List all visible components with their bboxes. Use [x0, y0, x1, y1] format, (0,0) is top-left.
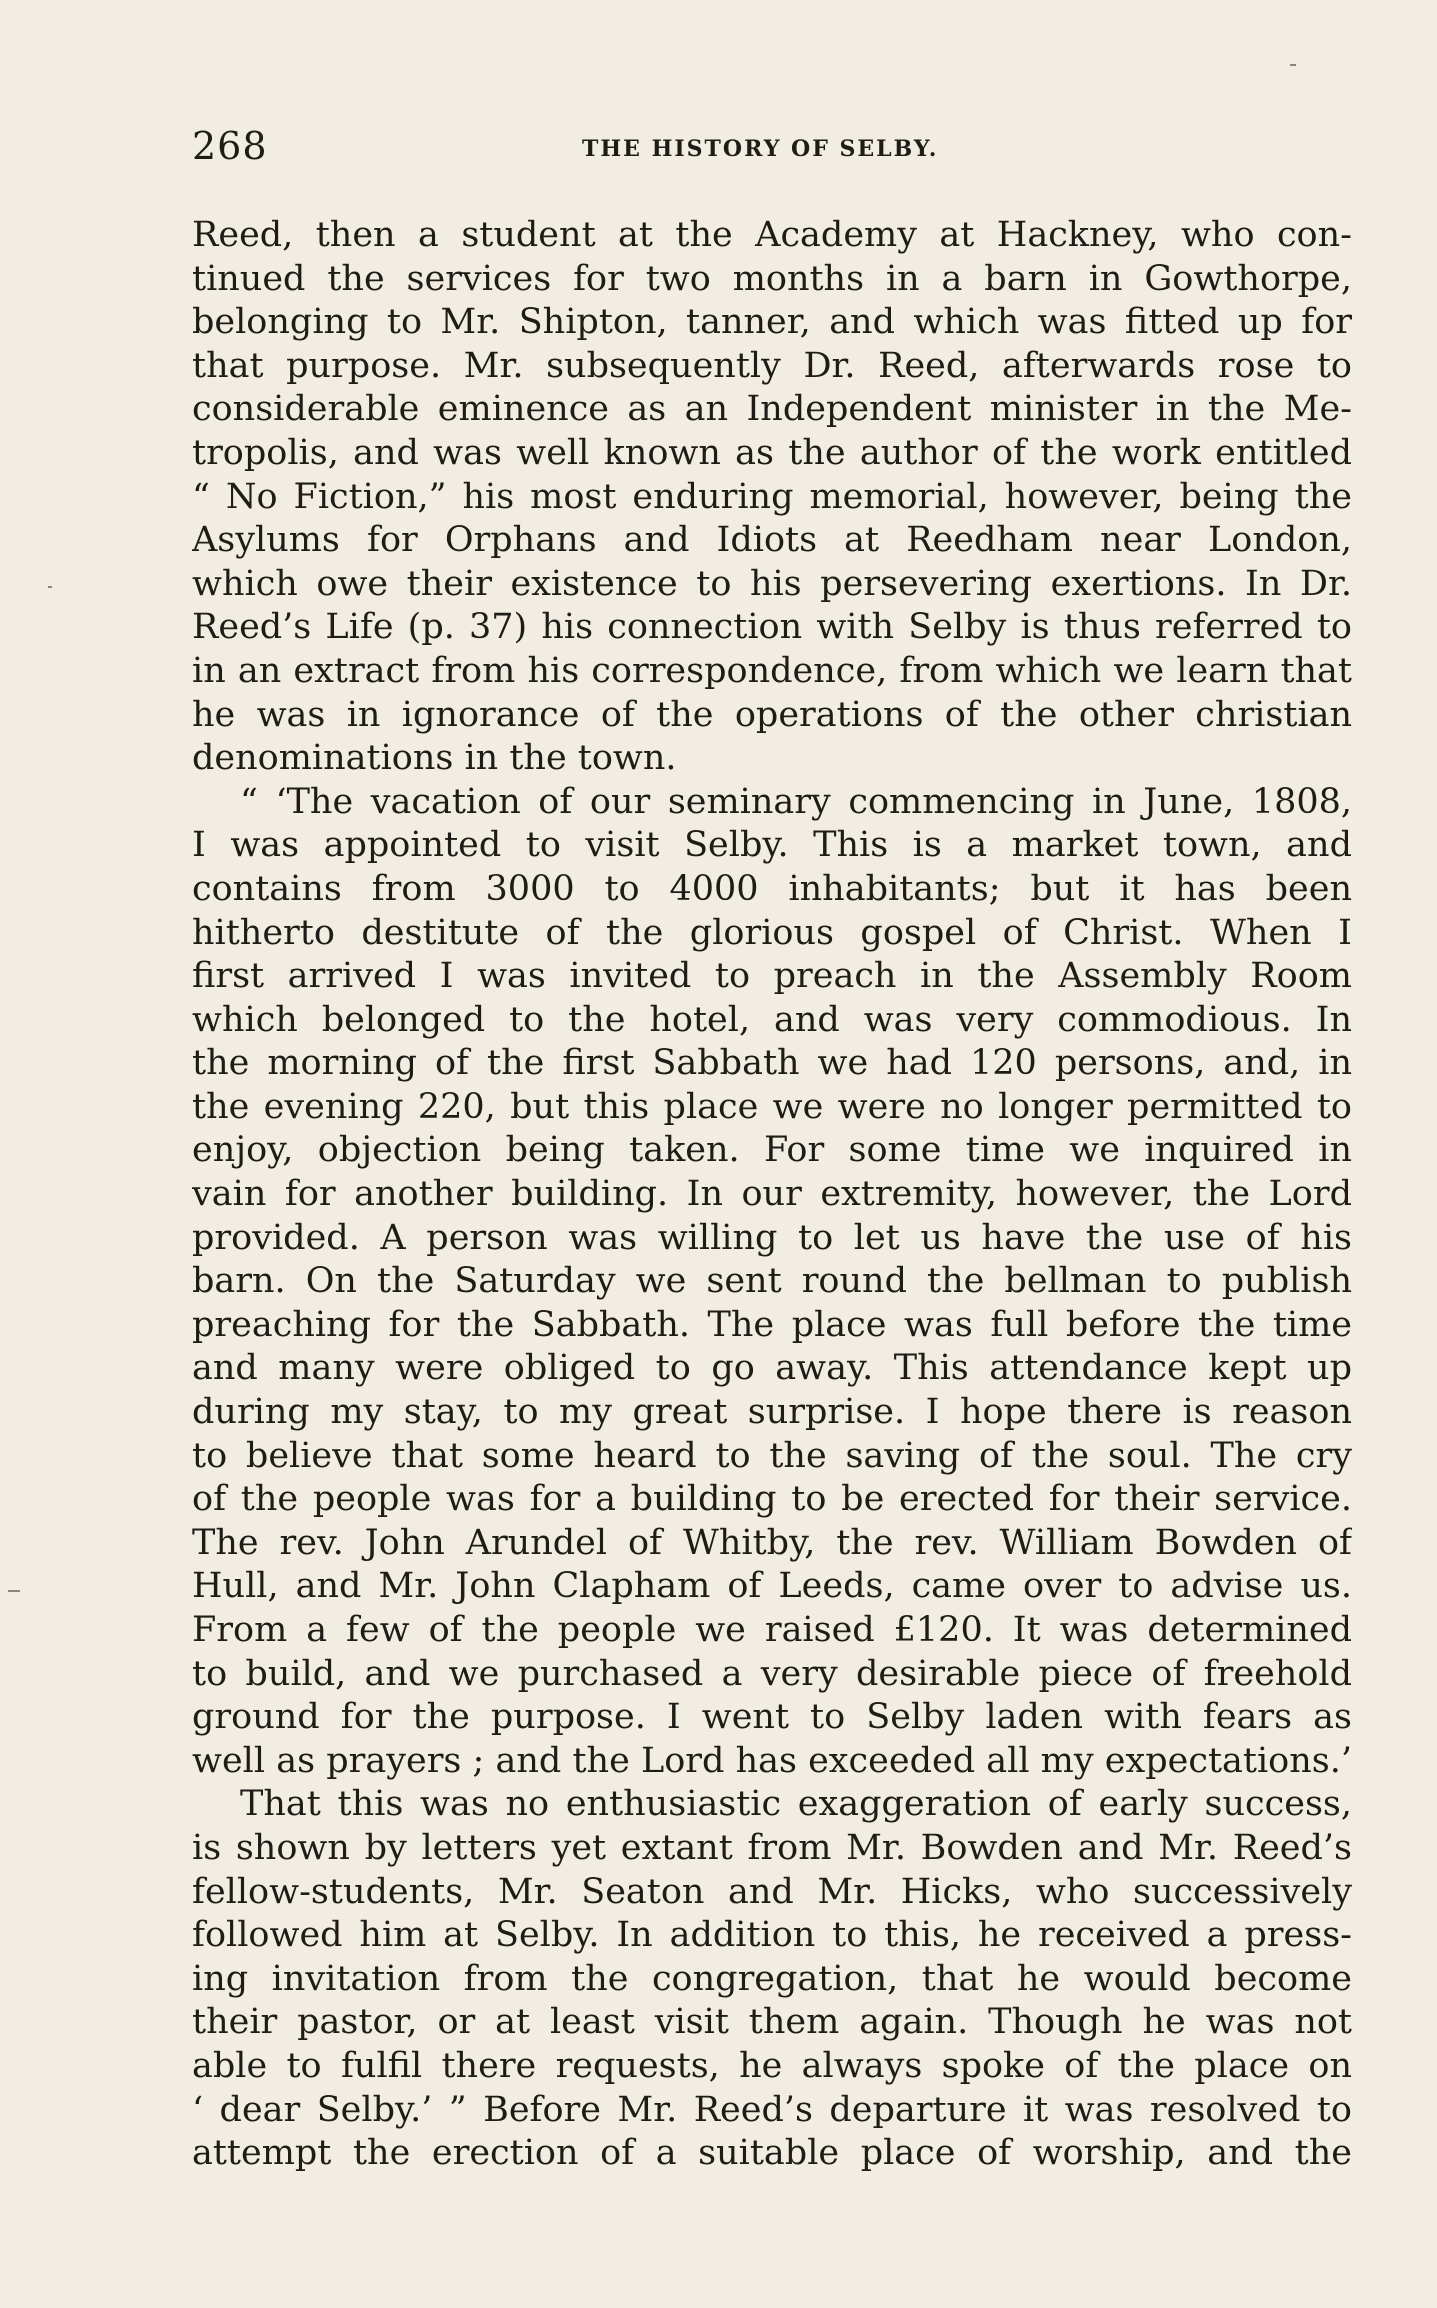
text-line: belonging to Mr. Shipton, tanner, and which was fitted up for	[192, 302, 1352, 343]
margin-mark	[1290, 64, 1296, 66]
text-line: ground for the purpose. I went to Selby laden with fears as	[192, 1697, 1352, 1738]
text-line: barn. On the Saturday we sent round the bellman to publish	[192, 1261, 1352, 1302]
text-line: preaching for the Sabbath. The place was full before the time	[192, 1304, 1352, 1345]
text-line: contains from 3000 to 4000 inhabitants; but it has been	[192, 868, 1352, 909]
text-line: well as prayers ; and the Lord has exceeded all my expectations.’	[192, 1740, 1352, 1781]
text-line: I was appointed to visit Selby. This is a market town, and	[192, 825, 1352, 866]
text-line: their pastor, or at least visit them again. Though he was not	[192, 2002, 1352, 2043]
text-line: hitherto destitute of the glorious gospel of Christ. When I	[192, 912, 1352, 953]
text-line: tinued the services for two months in a barn in Gowthorpe,	[192, 258, 1352, 299]
text-line: That this was no enthusiastic exaggeration of early success,	[240, 1784, 1352, 1825]
text-line: denominations in the town.	[192, 738, 677, 779]
text-line: tropolis, and was well known as the author of the work entitled	[192, 432, 1352, 473]
text-line: is shown by letters yet extant from Mr. Bowden and Mr. Reed’s	[192, 1827, 1352, 1868]
text-line: in an extract from his correspondence, from which we learn that	[192, 650, 1352, 691]
text-line: considerable eminence as an Independent minister in the Me-	[192, 389, 1352, 430]
text-line: fellow-students, Mr. Seaton and Mr. Hicks, who successively	[192, 1871, 1352, 1912]
text-line: Asylums for Orphans and Idiots at Reedham near London,	[192, 520, 1352, 561]
body-text	[192, 214, 1352, 2176]
text-line: “ ‘The vacation of our seminary commencing in June, 1808,	[240, 781, 1352, 822]
text-line: to build, and we purchased a very desirable piece of freehold	[192, 1653, 1352, 1694]
text-line: to believe that some heard to the saving of the soul. The cry	[192, 1435, 1352, 1476]
text-line: ing invitation from the congregation, that he would become	[192, 1958, 1352, 1999]
text-line: enjoy, objection being taken. For some time we inquired in	[192, 1130, 1352, 1171]
margin-mark	[8, 1590, 20, 1592]
text-line: the morning of the first Sabbath we had 120 persons, and, in	[192, 1043, 1352, 1084]
text-line: first arrived I was invited to preach in the Assembly Room	[192, 956, 1352, 997]
text-line: which owe their existence to his persevering exertions. In Dr.	[192, 563, 1352, 604]
text-line: which belonged to the hotel, and was very commodious. In	[192, 999, 1352, 1040]
text-line: able to fulfil there requests, he always spoke of the place on	[192, 2045, 1352, 2086]
text-line: Reed’s Life (p. 37) his connection with Selby is thus referred to	[192, 607, 1352, 648]
text-line: and many were obliged to go away. This attendance kept up	[192, 1348, 1352, 1389]
text-line: Reed, then a student at the Academy at Hackney, who con-	[192, 215, 1352, 255]
text-line: vain for another building. In our extremity, however, the Lord	[192, 1174, 1352, 1215]
text-line: that purpose. Mr. subsequently Dr. Reed, afterwards rose to	[192, 345, 1352, 386]
page-number: 268	[192, 124, 268, 168]
text-line: the evening 220, but this place we were no longer permitted to	[192, 1086, 1352, 1127]
text-line: From a few of the people we raised £120. It was determined	[192, 1610, 1352, 1650]
text-line: Hull, and Mr. John Clapham of Leeds, came over to advise us.	[192, 1566, 1352, 1607]
text-line: attempt the erection of a suitable place of worship, and the	[192, 2133, 1352, 2174]
running-head: THE HISTORY OF SELBY.	[582, 136, 939, 162]
text-line: ‘ dear Selby.’ ” Before Mr. Reed’s departure it was resolved to	[192, 2089, 1352, 2130]
text-line: provided. A person was willing to let us have the use of his	[192, 1217, 1352, 1258]
text-line: during my stay, to my great surprise. I hope there is reason	[192, 1392, 1352, 1433]
text-line: followed him at Selby. In addition to this, he received a press-	[192, 1915, 1352, 1956]
text-line: The rev. John Arundel of Whitby, the rev. William Bowden of	[192, 1522, 1352, 1563]
page-header	[192, 124, 1352, 174]
margin-mark	[48, 586, 52, 588]
text-line: he was in ignorance of the operations of the other christian	[192, 694, 1352, 735]
text-line: of the people was for a building to be erected for their service.	[192, 1479, 1352, 1520]
text-line: “ No Fiction,” his most enduring memorial, however, being the	[192, 476, 1352, 517]
